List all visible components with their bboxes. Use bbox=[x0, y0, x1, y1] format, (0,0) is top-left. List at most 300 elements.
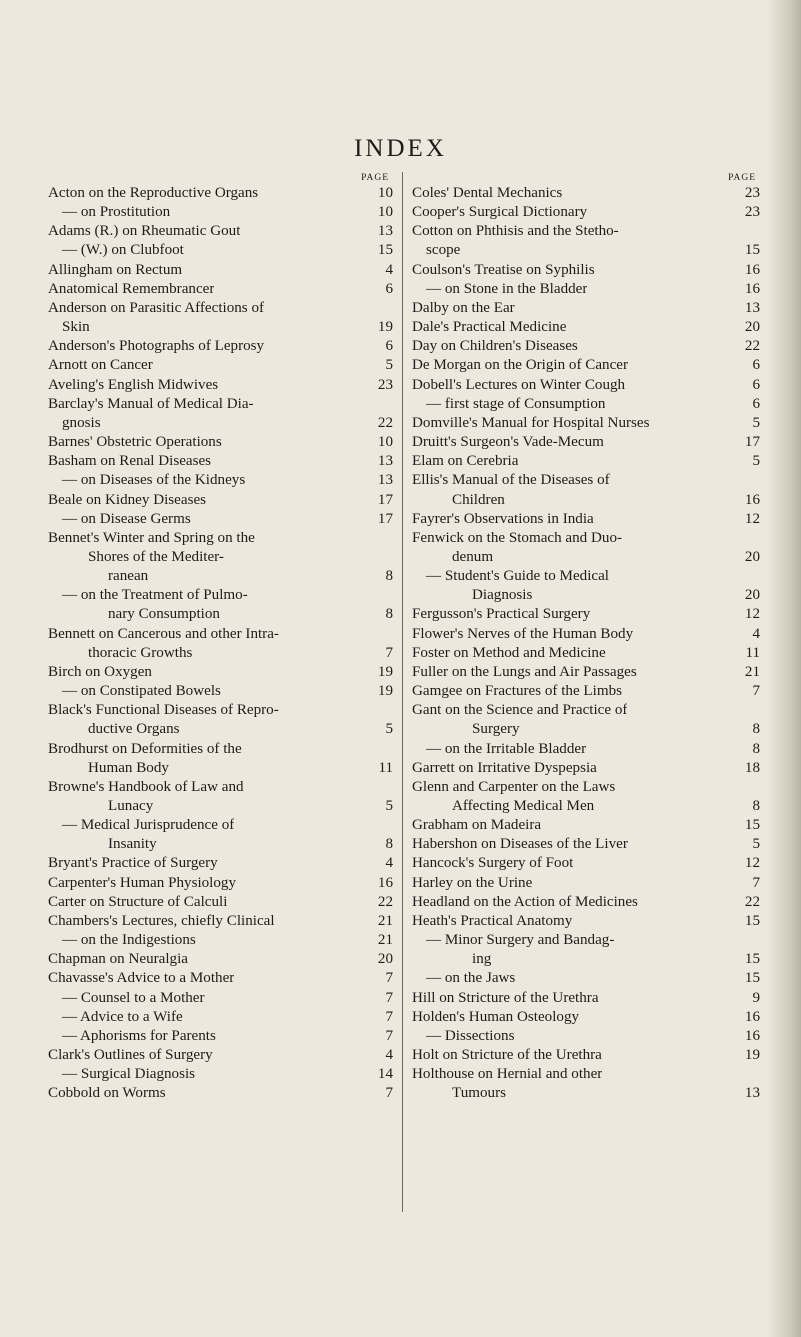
index-entry-page bbox=[359, 395, 393, 414]
index-entry-text: Adams (R.) on Rheumatic Gout bbox=[48, 223, 241, 240]
index-entry-text: — Student's Guide to Medical bbox=[426, 568, 609, 585]
leader-space bbox=[153, 797, 359, 816]
index-entry-text: Harley on the Urine bbox=[412, 874, 533, 891]
index-entry bbox=[412, 548, 760, 567]
index-entry-page: 19 bbox=[377, 683, 393, 700]
index-entry-text: Cobbold on Worms bbox=[48, 1085, 166, 1102]
index-entry-page: 13 bbox=[377, 223, 393, 240]
index-entry-page: 22 bbox=[744, 893, 760, 910]
leader-space bbox=[602, 1065, 726, 1084]
index-entry-text: Flower's Nerves of the Human Body bbox=[412, 625, 634, 642]
leader-space bbox=[214, 280, 359, 299]
index-entry-text: Headland on the Action of Medicines bbox=[412, 893, 638, 910]
index-entry-page: 4 bbox=[752, 625, 760, 642]
index-entry bbox=[412, 835, 760, 854]
index-entry-page: 6 bbox=[752, 357, 760, 374]
index-entry bbox=[412, 950, 760, 969]
page-edge-shadow bbox=[767, 0, 801, 1337]
index-entry-text: Barclay's Manual of Medical Dia- bbox=[48, 395, 254, 412]
page-column-header: PAGE bbox=[728, 173, 756, 183]
index-entry bbox=[412, 969, 760, 988]
index-entry-page: 9 bbox=[752, 989, 760, 1006]
index-entry bbox=[412, 893, 760, 912]
index-entry-page: 23 bbox=[377, 376, 393, 393]
index-entry bbox=[48, 912, 393, 931]
leader-space bbox=[493, 548, 726, 567]
index-entry-text: Arnott on Cancer bbox=[48, 357, 153, 374]
index-entry-page: 12 bbox=[744, 855, 760, 872]
leader-space bbox=[196, 931, 359, 950]
index-entry-text: — on Constipated Bowels bbox=[62, 683, 221, 700]
leader-space bbox=[605, 395, 726, 414]
leader-space bbox=[180, 720, 359, 739]
leader-space bbox=[148, 567, 359, 586]
index-entry bbox=[412, 280, 760, 299]
index-entry bbox=[48, 969, 393, 988]
index-entry bbox=[48, 548, 393, 567]
index-entry bbox=[48, 740, 393, 759]
index-entry-page bbox=[726, 567, 760, 586]
index-entry-text: Gant on the Science and Practice of bbox=[412, 702, 628, 719]
index-entry bbox=[48, 376, 393, 395]
index-entry-page bbox=[359, 740, 393, 759]
index-entry-text: Fayrer's Observations in India bbox=[412, 510, 594, 527]
index-entry-text: Chavasse's Advice to a Mother bbox=[48, 970, 235, 987]
index-entry bbox=[48, 567, 393, 586]
leader-space bbox=[633, 625, 726, 644]
leader-space bbox=[275, 912, 359, 931]
index-entry-page: 20 bbox=[377, 951, 393, 968]
leader-space bbox=[604, 433, 726, 452]
leader-space bbox=[101, 414, 359, 433]
index-entry-text: — Dissections bbox=[426, 1027, 515, 1044]
index-entry-text: Fuller on the Lungs and Air Passages bbox=[412, 663, 637, 680]
index-entry bbox=[412, 1008, 760, 1027]
index-entry-page: 8 bbox=[385, 836, 393, 853]
leader-space bbox=[182, 261, 359, 280]
index-entry-text: Birch on Oxygen bbox=[48, 663, 152, 680]
index-entry-page: 15 bbox=[744, 242, 760, 259]
leader-space bbox=[213, 1046, 359, 1065]
leader-space bbox=[157, 835, 359, 854]
index-entry-text: — on Disease Germs bbox=[62, 510, 191, 527]
index-entry-page: 16 bbox=[744, 491, 760, 508]
leader-space bbox=[628, 835, 726, 854]
index-entry bbox=[48, 625, 393, 644]
leader-space bbox=[245, 471, 359, 490]
index-entry bbox=[48, 299, 393, 318]
leader-space bbox=[227, 893, 359, 912]
index-entry bbox=[412, 184, 760, 203]
index-entry-page: 19 bbox=[377, 319, 393, 336]
leader-space bbox=[572, 912, 726, 931]
index-entry-text: Coles' Dental Mechanics bbox=[412, 185, 563, 201]
leader-space bbox=[628, 356, 726, 375]
leader-space bbox=[590, 605, 726, 624]
index-entry-page bbox=[359, 299, 393, 318]
index-entry-page: 10 bbox=[377, 185, 393, 201]
index-entry-page: 20 bbox=[744, 548, 760, 565]
leader-space bbox=[638, 893, 726, 912]
index-entry-text: Tumours bbox=[452, 1085, 506, 1102]
index-entry-text: Ellis's Manual of the Diseases of bbox=[412, 472, 610, 489]
index-entry bbox=[412, 222, 760, 241]
index-entry bbox=[48, 1046, 393, 1065]
index-entry-text: Brodhurst on Deformities of the bbox=[48, 740, 242, 757]
index-entry-text: Domville's Manual for Hospital Nurses bbox=[412, 414, 650, 431]
leader-space bbox=[532, 874, 726, 893]
leader-space bbox=[615, 778, 726, 797]
leader-space bbox=[520, 720, 726, 739]
index-entry-text: — on Stone in the Bladder bbox=[426, 280, 588, 297]
index-entry bbox=[412, 586, 760, 605]
index-entry-text: — Counsel to a Mother bbox=[62, 989, 205, 1006]
leader-space bbox=[491, 950, 726, 969]
index-entry bbox=[412, 1065, 760, 1084]
index-entry bbox=[48, 203, 393, 222]
index-entry-page: 5 bbox=[385, 357, 393, 374]
index-entry-page: 5 bbox=[752, 414, 760, 431]
index-entry-page: 20 bbox=[744, 587, 760, 604]
index-entry-text: Browne's Handbook of Law and bbox=[48, 778, 244, 795]
index-entry-text: Acton on the Reproductive Organs bbox=[48, 185, 259, 201]
index-entry-page: 19 bbox=[377, 663, 393, 680]
index-entry-page: 16 bbox=[377, 874, 393, 891]
index-entry bbox=[48, 184, 393, 203]
index-entry-page bbox=[726, 222, 760, 241]
leader-space bbox=[264, 299, 359, 318]
index-entry-text: Heath's Practical Anatomy bbox=[412, 912, 573, 929]
index-entry bbox=[412, 395, 760, 414]
index-entry-text: Bryant's Practice of Surgery bbox=[48, 855, 218, 872]
index-entry-page: 6 bbox=[385, 338, 393, 355]
leader-space bbox=[602, 1046, 726, 1065]
index-entry bbox=[412, 318, 760, 337]
index-entry-page: 17 bbox=[377, 491, 393, 508]
leader-space bbox=[505, 491, 726, 510]
index-entry bbox=[412, 874, 760, 893]
index-entry-page: 4 bbox=[385, 261, 393, 278]
index-entry bbox=[48, 835, 393, 854]
index-entry-text: Affecting Medical Men bbox=[452, 798, 595, 814]
index-entry-page: 10 bbox=[377, 434, 393, 451]
leader-space bbox=[649, 414, 726, 433]
index-entry-text: Hancock's Surgery of Foot bbox=[412, 855, 574, 872]
leader-space bbox=[166, 1084, 359, 1103]
index-entry-text: Grabham on Madeira bbox=[412, 817, 542, 834]
index-entry-text: — first stage of Consumption bbox=[426, 395, 606, 412]
index-entry-text: Glenn and Carpenter on the Laws bbox=[412, 778, 616, 795]
index-entry bbox=[412, 778, 760, 797]
leader-space bbox=[153, 356, 359, 375]
index-entry bbox=[48, 280, 393, 299]
leader-space bbox=[244, 778, 359, 797]
index-entry-page: 4 bbox=[385, 855, 393, 872]
index-entry bbox=[48, 893, 393, 912]
index-entry-page bbox=[359, 529, 393, 548]
leader-space bbox=[586, 740, 726, 759]
leader-space bbox=[206, 491, 359, 510]
index-entry-text: Anderson on Parasitic Affections of bbox=[48, 299, 265, 316]
leader-space bbox=[221, 682, 359, 701]
index-entry-page: 7 bbox=[385, 970, 393, 987]
index-entry bbox=[48, 720, 393, 739]
index-entry bbox=[48, 759, 393, 778]
index-entry bbox=[48, 241, 393, 260]
index-entry-text: Holt on Stricture of the Urethra bbox=[412, 1047, 602, 1064]
index-entry-page: 15 bbox=[377, 242, 393, 259]
index-entry-page bbox=[359, 778, 393, 797]
index-entry-text: Anderson's Photographs of Leprosy bbox=[48, 338, 265, 355]
index-entry-text: Beale on Kidney Diseases bbox=[48, 491, 207, 508]
index-entry-page: 6 bbox=[752, 395, 760, 412]
leader-space bbox=[220, 605, 359, 624]
leader-space bbox=[597, 759, 726, 778]
leader-space bbox=[254, 395, 359, 414]
index-entry bbox=[48, 395, 393, 414]
index-entry-page: 23 bbox=[744, 204, 760, 221]
index-entry bbox=[412, 682, 760, 701]
index-entry bbox=[48, 452, 393, 471]
index-entry-page: 12 bbox=[744, 606, 760, 623]
index-entry-page: 16 bbox=[744, 1027, 760, 1044]
leader-space bbox=[594, 797, 726, 816]
leader-space bbox=[184, 241, 359, 260]
index-entry-page: 13 bbox=[744, 1085, 760, 1102]
index-entry-text: Garrett on Irritative Dyspepsia bbox=[412, 759, 597, 776]
index-entry-page: 22 bbox=[377, 414, 393, 431]
leader-space bbox=[625, 376, 726, 395]
index-entry bbox=[48, 797, 393, 816]
index-entry-text: Children bbox=[452, 491, 505, 508]
index-entry-text: Aveling's English Midwives bbox=[48, 376, 219, 393]
index-entry bbox=[412, 261, 760, 280]
index-entry-page bbox=[359, 625, 393, 644]
index-entry-page: 10 bbox=[377, 204, 393, 221]
index-entry-text: Habershon on Diseases of the Liver bbox=[412, 836, 628, 853]
index-entry-page: 5 bbox=[385, 798, 393, 814]
index-entry-page bbox=[359, 548, 393, 567]
index-entry-text: — (W.) on Clubfoot bbox=[62, 242, 184, 259]
index-entry-page bbox=[359, 816, 393, 835]
leader-space bbox=[614, 931, 726, 950]
index-entry bbox=[48, 663, 393, 682]
leader-space bbox=[218, 854, 359, 873]
leader-space bbox=[562, 184, 726, 203]
index-entry-text: Diagnosis bbox=[472, 587, 533, 604]
index-entry-page: 8 bbox=[752, 740, 760, 757]
index-entry-page: 8 bbox=[385, 606, 393, 623]
leader-space bbox=[587, 203, 726, 222]
index-entry-page: 7 bbox=[385, 989, 393, 1006]
index-entry bbox=[48, 778, 393, 797]
index-entry-page: 11 bbox=[745, 644, 760, 661]
page-title: INDEX bbox=[354, 134, 447, 162]
index-entry-text: Cooper's Surgical Dictionary bbox=[412, 204, 588, 221]
index-entry-text: ranean bbox=[108, 568, 149, 585]
index-entry-text: — on the Jaws bbox=[426, 970, 516, 987]
leader-space bbox=[573, 854, 726, 873]
page-column-header: PAGE bbox=[361, 173, 389, 183]
index-entry-text: thoracic Growths bbox=[88, 644, 193, 661]
index-entry bbox=[48, 682, 393, 701]
index-entry bbox=[48, 931, 393, 950]
index-entry-text: — Advice to a Wife bbox=[62, 1008, 183, 1025]
index-entry-text: Dale's Practical Medicine bbox=[412, 319, 567, 336]
index-entry-page: 8 bbox=[752, 798, 760, 814]
index-entry-text: Chapman on Neuralgia bbox=[48, 951, 188, 968]
index-entry bbox=[48, 586, 393, 605]
index-entry-text: Dalby on the Ear bbox=[412, 299, 515, 316]
leader-space bbox=[622, 682, 726, 701]
leader-space bbox=[622, 529, 726, 548]
index-entry-page: 11 bbox=[378, 759, 393, 776]
index-entry-text: Lunacy bbox=[108, 798, 154, 814]
index-entry-page bbox=[726, 778, 760, 797]
leader-space bbox=[240, 222, 359, 241]
leader-space bbox=[594, 510, 726, 529]
leader-space bbox=[258, 184, 359, 203]
index-entry bbox=[48, 222, 393, 241]
leader-space bbox=[515, 969, 726, 988]
leader-space bbox=[279, 701, 359, 720]
index-entry-text: — Medical Jurisprudence of bbox=[62, 817, 235, 834]
index-entry-page bbox=[726, 1065, 760, 1084]
leader-space bbox=[188, 950, 359, 969]
leader-space bbox=[183, 1008, 359, 1027]
index-entry bbox=[412, 433, 760, 452]
leader-space bbox=[264, 337, 359, 356]
index-entry-page: 5 bbox=[752, 453, 760, 470]
index-entry-text: Cotton on Phthisis and the Stetho- bbox=[412, 223, 619, 240]
leader-space bbox=[606, 644, 726, 663]
leader-space bbox=[610, 471, 726, 490]
index-entry bbox=[412, 241, 760, 260]
index-entry-text: — on the Indigestions bbox=[62, 932, 196, 949]
index-entry-text: Carpenter's Human Physiology bbox=[48, 874, 237, 891]
index-entry-text: — Minor Surgery and Bandag- bbox=[426, 932, 615, 949]
index-entry bbox=[48, 1027, 393, 1046]
index-entry bbox=[412, 912, 760, 931]
index-entry-text: — on Diseases of the Kidneys bbox=[62, 472, 246, 489]
index-entry-page: 17 bbox=[744, 434, 760, 451]
leader-space bbox=[578, 337, 726, 356]
index-entry-text: Day on Children's Diseases bbox=[412, 338, 578, 355]
leader-space bbox=[170, 203, 359, 222]
index-entry bbox=[412, 720, 760, 739]
index-entry bbox=[48, 605, 393, 624]
index-entry-text: Holden's Human Osteology bbox=[412, 1008, 580, 1025]
index-entry-text: Surgery bbox=[472, 721, 520, 738]
index-entry-page: 23 bbox=[744, 185, 760, 201]
index-entry bbox=[412, 452, 760, 471]
index-entry-text: Fenwick on the Stomach and Duo- bbox=[412, 529, 623, 546]
index-entry-page: 13 bbox=[377, 472, 393, 489]
index-entry-page: 21 bbox=[744, 663, 760, 680]
leader-space bbox=[637, 663, 726, 682]
index-entry-text: Gamgee on Fractures of the Limbs bbox=[412, 683, 622, 700]
index-entry-page: 16 bbox=[744, 280, 760, 297]
index-entry-page: 15 bbox=[744, 912, 760, 929]
index-entry-text: Barnes' Obstetric Operations bbox=[48, 434, 222, 451]
index-entry bbox=[412, 471, 760, 490]
index-entry-page: 16 bbox=[744, 1008, 760, 1025]
index-entry-page: 7 bbox=[385, 644, 393, 661]
index-entry bbox=[48, 644, 393, 663]
index-entry-page: 6 bbox=[752, 376, 760, 393]
index-entry bbox=[412, 376, 760, 395]
leader-space bbox=[255, 529, 359, 548]
index-entry-text: Dobell's Lectures on Winter Cough bbox=[412, 376, 626, 393]
index-entry-text: Shores of the Mediter- bbox=[88, 548, 224, 565]
index-entry bbox=[48, 510, 393, 529]
index-entry bbox=[412, 989, 760, 1008]
index-entry bbox=[48, 337, 393, 356]
index-entry-text: Fergusson's Practical Surgery bbox=[412, 606, 591, 623]
leader-space bbox=[236, 874, 359, 893]
index-entry-text: Holthouse on Hernial and other bbox=[412, 1066, 603, 1083]
index-entry-page: 7 bbox=[385, 1008, 393, 1025]
leader-space bbox=[90, 318, 359, 337]
index-entry bbox=[48, 414, 393, 433]
leader-space bbox=[192, 644, 359, 663]
index-entry bbox=[412, 1046, 760, 1065]
index-entry bbox=[412, 414, 760, 433]
index-entry-text: denum bbox=[452, 548, 494, 565]
index-entry bbox=[48, 874, 393, 893]
index-entry-page bbox=[726, 529, 760, 548]
index-entry bbox=[48, 701, 393, 720]
index-entry bbox=[412, 816, 760, 835]
index-entry-text: Hill on Stricture of the Urethra bbox=[412, 989, 599, 1006]
index-entry-page bbox=[726, 471, 760, 490]
leader-space bbox=[627, 701, 726, 720]
index-entry-page: 16 bbox=[744, 261, 760, 278]
index-entry-page bbox=[726, 701, 760, 720]
leader-space bbox=[234, 969, 359, 988]
leader-space bbox=[218, 376, 359, 395]
column-divider bbox=[402, 172, 403, 1212]
index-entry bbox=[48, 318, 393, 337]
index-entry bbox=[412, 491, 760, 510]
index-entry bbox=[412, 854, 760, 873]
index-entry-text: Chambers's Lectures, chiefly Clinical bbox=[48, 912, 275, 929]
leader-space bbox=[242, 740, 359, 759]
index-entry-page: 6 bbox=[385, 280, 393, 297]
index-entry bbox=[412, 299, 760, 318]
index-entry-page: 7 bbox=[385, 1027, 393, 1044]
index-entry bbox=[412, 663, 760, 682]
index-column-right bbox=[412, 172, 760, 1104]
index-entry bbox=[412, 625, 760, 644]
leader-space bbox=[599, 989, 726, 1008]
index-entry bbox=[48, 529, 393, 548]
leader-space bbox=[514, 1027, 726, 1046]
leader-space bbox=[169, 759, 359, 778]
index-entry bbox=[48, 950, 393, 969]
index-entry-text: Clark's Outlines of Surgery bbox=[48, 1047, 213, 1064]
index-entry-page: 14 bbox=[377, 1066, 393, 1083]
index-entry-text: De Morgan on the Origin of Cancer bbox=[412, 357, 629, 374]
index-entry bbox=[48, 816, 393, 835]
index-entry-page: 21 bbox=[377, 932, 393, 949]
leader-space bbox=[619, 222, 726, 241]
index-entry-page: 5 bbox=[385, 721, 393, 738]
index-entry-page: 4 bbox=[385, 1047, 393, 1064]
index-entry bbox=[412, 740, 760, 759]
index-entry bbox=[412, 529, 760, 548]
index-entry bbox=[48, 989, 393, 1008]
